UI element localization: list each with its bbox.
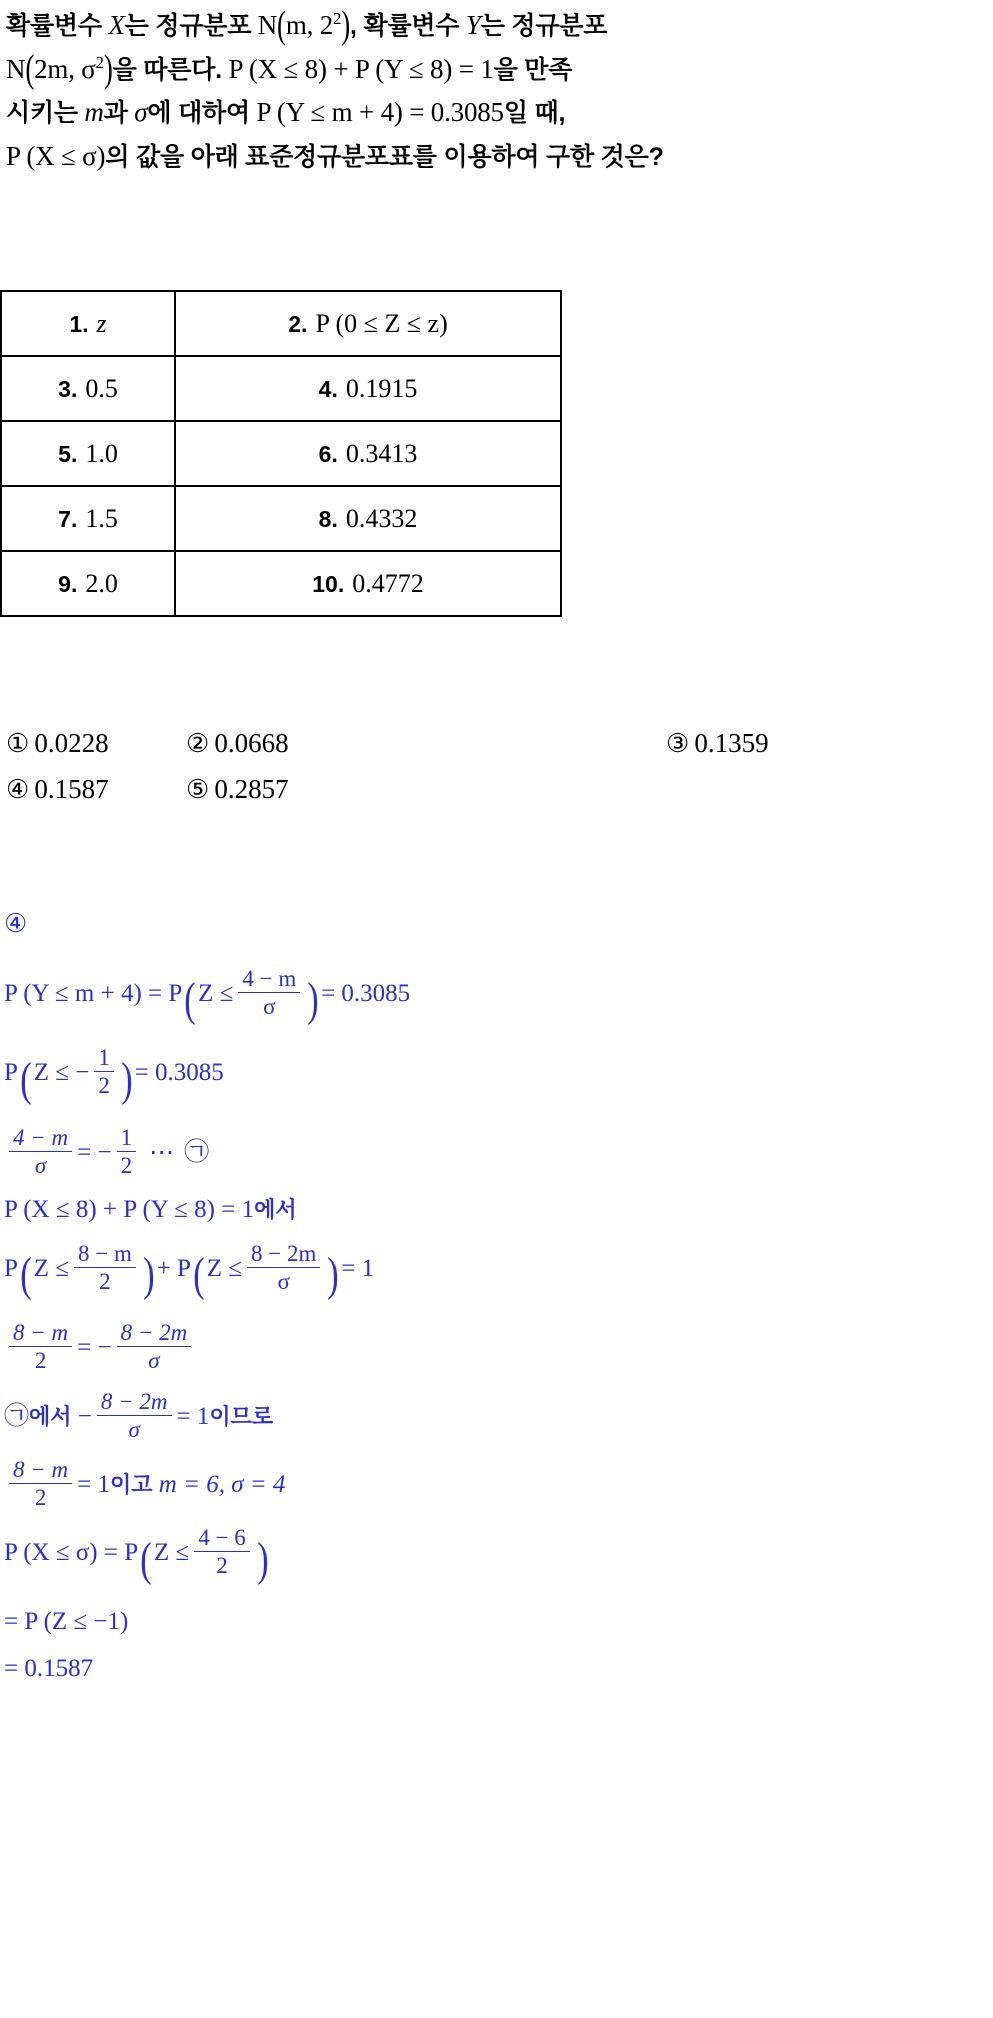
cell-index: 7.: [58, 505, 78, 532]
problem-line-1: 확률변수 X는 정규분포 N(m, $2^2$), 확률변수 Y는 정규분포: [6, 2, 608, 47]
cell-value: z: [96, 308, 107, 338]
solution-line-7: [4, 1390, 984, 1442]
cell-index: 5.: [58, 440, 78, 467]
equation-part: = 1: [176, 1402, 210, 1430]
fraction-denominator: σ: [148, 1348, 160, 1374]
table-cell: [175, 551, 561, 616]
fraction-denominator: σ: [34, 1153, 47, 1179]
fraction-numerator: 8 − m: [74, 1242, 136, 1268]
equation-part: Z ≤ −: [33, 1059, 90, 1087]
cell-value: 0.4332: [345, 503, 418, 533]
problem-text: 는 정규분포: [124, 12, 252, 40]
choice-marker: ④: [6, 775, 30, 804]
solution-line-8: [4, 1458, 984, 1510]
table-cell: [1, 291, 175, 356]
choice-value: 0.2857: [214, 774, 289, 804]
choice-row: [6, 728, 966, 774]
solution-line-4: [4, 1194, 984, 1225]
given-probability: P (Y ≤ m + 4) = 0.3085: [256, 97, 504, 128]
problem-text: 의 값을 아래: [105, 143, 239, 172]
normal-dist-symbol: N: [6, 53, 26, 84]
fraction-numerator: 4 − m: [238, 967, 300, 993]
cell-value: 2.0: [85, 568, 118, 598]
table-cell: [175, 291, 561, 356]
solution-line-11: [4, 1653, 984, 1684]
choice-3[interactable]: [666, 728, 769, 759]
solution-line-1: P (Y ≤ m + 4) = P(Z ≤ $\frac{4 - m}{\sigma}$ )= 0.3085: [4, 965, 411, 1026]
exponent: 2: [95, 52, 104, 72]
korean-text: 이므로: [209, 1403, 274, 1429]
solution-line-2: P(Z ≤ − $\frac{1}{2}$ )= 0.3085: [4, 1045, 224, 1106]
fraction: [9, 1458, 72, 1510]
param-m: m: [84, 97, 104, 128]
fraction-denominator: 2: [34, 1348, 47, 1374]
fraction-numerator: 8 − 2m: [97, 1390, 172, 1416]
fraction: [117, 1126, 137, 1178]
fraction-numerator: 4 − m: [9, 1126, 72, 1152]
solution-line-6: [4, 1321, 984, 1373]
problem-text: 을 만족: [493, 55, 573, 84]
cell-value: 0.4772: [352, 568, 424, 598]
fraction-numerator: 4 − 6: [194, 1526, 249, 1552]
problem-text: 일 때,: [503, 99, 566, 128]
problem-text: 에 대하여: [147, 99, 250, 128]
random-variable-x: X: [108, 10, 125, 40]
cell-index: 8.: [318, 505, 338, 532]
choice-value: 0.0668: [214, 728, 289, 758]
table-cell: [175, 421, 561, 486]
choice-1[interactable]: [6, 728, 109, 759]
equation-part: P: [4, 1254, 18, 1282]
fraction: [247, 1242, 320, 1294]
fraction-denominator: 2: [120, 1153, 133, 1179]
equation-part: P (Y ≤ m + 4) = P: [4, 979, 183, 1007]
korean-text: 이고: [110, 1472, 153, 1498]
equation-part: + P: [156, 1254, 191, 1282]
fraction-denominator: 2: [99, 1268, 111, 1294]
fraction-denominator: 2: [216, 1553, 228, 1579]
normal-params-2: 2m, σ: [34, 53, 96, 84]
solution-line-5: P(Z ≤ $\frac{8 - m}{2}$ )+ P(Z ≤ $\frac{8 - 2m}{\sigma}$ )= 1: [4, 1240, 375, 1301]
cell-value: 0.5: [85, 373, 118, 403]
fraction: [194, 1526, 249, 1578]
table-cell: [1, 356, 175, 421]
fraction-denominator: σ: [128, 1416, 140, 1442]
cell-index: 1.: [69, 310, 89, 337]
fraction-denominator: 2: [98, 1073, 110, 1099]
table-row: [1, 486, 561, 551]
equation-part: = 0.3085: [134, 1059, 224, 1087]
table-reference: 표준정규분포표: [245, 143, 413, 172]
table-cell: [1, 551, 175, 616]
condition-equation: P (X ≤ 8) + P (Y ≤ 8) = 1: [228, 53, 494, 84]
equation-part: = −: [77, 1334, 112, 1362]
reference-tag: ㉠: [4, 1402, 30, 1430]
problem-line-4: [6, 135, 966, 179]
solved-values: m = 6, σ = 4: [158, 1471, 286, 1499]
standard-normal-table: [0, 290, 556, 617]
table-cell: [175, 486, 561, 551]
problem-statement: [6, 4, 966, 179]
korean-text: 에서: [254, 1197, 297, 1223]
normal-dist-symbol: N: [257, 10, 278, 40]
fraction: [9, 1321, 72, 1373]
solution-line-3: [4, 1126, 984, 1178]
fraction: [74, 1242, 136, 1294]
cell-value: 0.1915: [345, 373, 418, 403]
choice-2[interactable]: [186, 728, 289, 759]
solution-line-10: [4, 1606, 984, 1637]
problem-text: 는 정규분포: [480, 12, 608, 40]
cell-value: 1.0: [85, 438, 118, 468]
equation-part: Z ≤: [206, 1254, 243, 1282]
equation-part: P (X ≤ 8) + P (Y ≤ 8) = 1: [4, 1196, 255, 1224]
fraction-numerator: 8 − 2m: [117, 1321, 192, 1347]
fraction-numerator: 8 − m: [9, 1321, 72, 1347]
param-sigma: σ: [134, 97, 148, 128]
fraction-denominator: 2: [34, 1485, 47, 1511]
equation-part: P (X ≤ σ) = P: [4, 1539, 139, 1567]
equation-part: P: [4, 1059, 18, 1087]
equation-part: = 1: [77, 1471, 110, 1499]
choice-row: [6, 774, 966, 820]
fraction-numerator: 8 − m: [9, 1458, 72, 1484]
cell-index: 4.: [318, 375, 338, 402]
random-variable-y: Y: [465, 10, 481, 40]
cell-value: P (0 ≤ Z ≤ z): [315, 308, 448, 338]
choice-5[interactable]: [186, 774, 289, 805]
table-cell: [175, 356, 561, 421]
equation-part: = P (Z ≤ −1): [4, 1607, 129, 1635]
fraction-numerator: 8 − 2m: [247, 1242, 320, 1268]
solution-line-9: P (X ≤ σ) = P(Z ≤ $\frac{4 - 6}{2}$ ): [4, 1525, 269, 1586]
table-row: [1, 421, 561, 486]
cell-index: 3.: [58, 375, 78, 402]
korean-text: 에서: [29, 1403, 72, 1429]
fraction: [97, 1390, 172, 1442]
cell-index: 2.: [288, 310, 308, 337]
equation-part: Z ≤: [153, 1539, 190, 1567]
choice-value: 0.1587: [34, 774, 109, 804]
problem-text: 을 따른다.: [112, 55, 222, 84]
exponent: 2: [333, 9, 342, 28]
table-cell: [1, 421, 175, 486]
choice-value: 0.0228: [34, 728, 109, 758]
table-row: [1, 551, 561, 616]
table-row: [1, 291, 561, 356]
fraction-numerator: 1: [117, 1126, 137, 1152]
answer-choices: [6, 728, 966, 820]
fraction: [9, 1126, 72, 1178]
choice-marker: ②: [186, 729, 210, 758]
solution-block: [4, 908, 984, 1700]
cell-value: 1.5: [85, 503, 118, 533]
fraction-denominator: σ: [277, 1268, 290, 1294]
cell-index: 6.: [318, 440, 338, 467]
target-probability: P (X ≤ σ): [6, 141, 106, 172]
solution-answer-mark: ④: [4, 909, 28, 938]
final-answer: = 0.1587: [4, 1655, 94, 1683]
reference-tag: ㉠: [184, 1139, 210, 1167]
normal-params-1: m, 2: [285, 10, 334, 40]
cell-value: 0.3413: [345, 438, 418, 468]
fraction: [94, 1046, 114, 1098]
problem-text: 를 이용하여 구한 것은?: [412, 143, 664, 172]
problem-line-2: N(2m, $\sigma^2$)을 따른다. P (X ≤ 8) + P (Y ≤ 8) = 1을 만족: [6, 46, 573, 91]
cell-index: 9.: [58, 570, 78, 597]
fraction: [238, 967, 300, 1019]
table-cell: [1, 486, 175, 551]
problem-text: 시키는: [6, 99, 78, 128]
equation-part: Z ≤: [33, 1254, 69, 1282]
choice-marker: ⑤: [186, 775, 210, 804]
ellipsis: ⋯: [149, 1139, 177, 1167]
problem-text: , 확률변수: [350, 12, 460, 40]
equation-part: −: [77, 1402, 92, 1430]
choice-marker: ①: [6, 729, 30, 758]
problem-text: 과: [103, 99, 128, 128]
table-row: [1, 356, 561, 421]
fraction: [117, 1321, 192, 1373]
equation-part: = 1: [341, 1254, 375, 1282]
choice-4[interactable]: [6, 774, 109, 805]
problem-line-3: [6, 91, 966, 135]
choice-value: 0.1359: [694, 728, 769, 758]
equation-part: = 0.3085: [321, 979, 411, 1007]
fraction-denominator: σ: [263, 993, 276, 1019]
equation-part: Z ≤: [198, 979, 234, 1007]
problem-text: 확률변수: [6, 12, 102, 40]
equation-part: = −: [77, 1139, 112, 1167]
choice-marker: ③: [666, 729, 690, 758]
fraction-numerator: 1: [94, 1046, 114, 1072]
cell-index: 10.: [312, 570, 345, 597]
